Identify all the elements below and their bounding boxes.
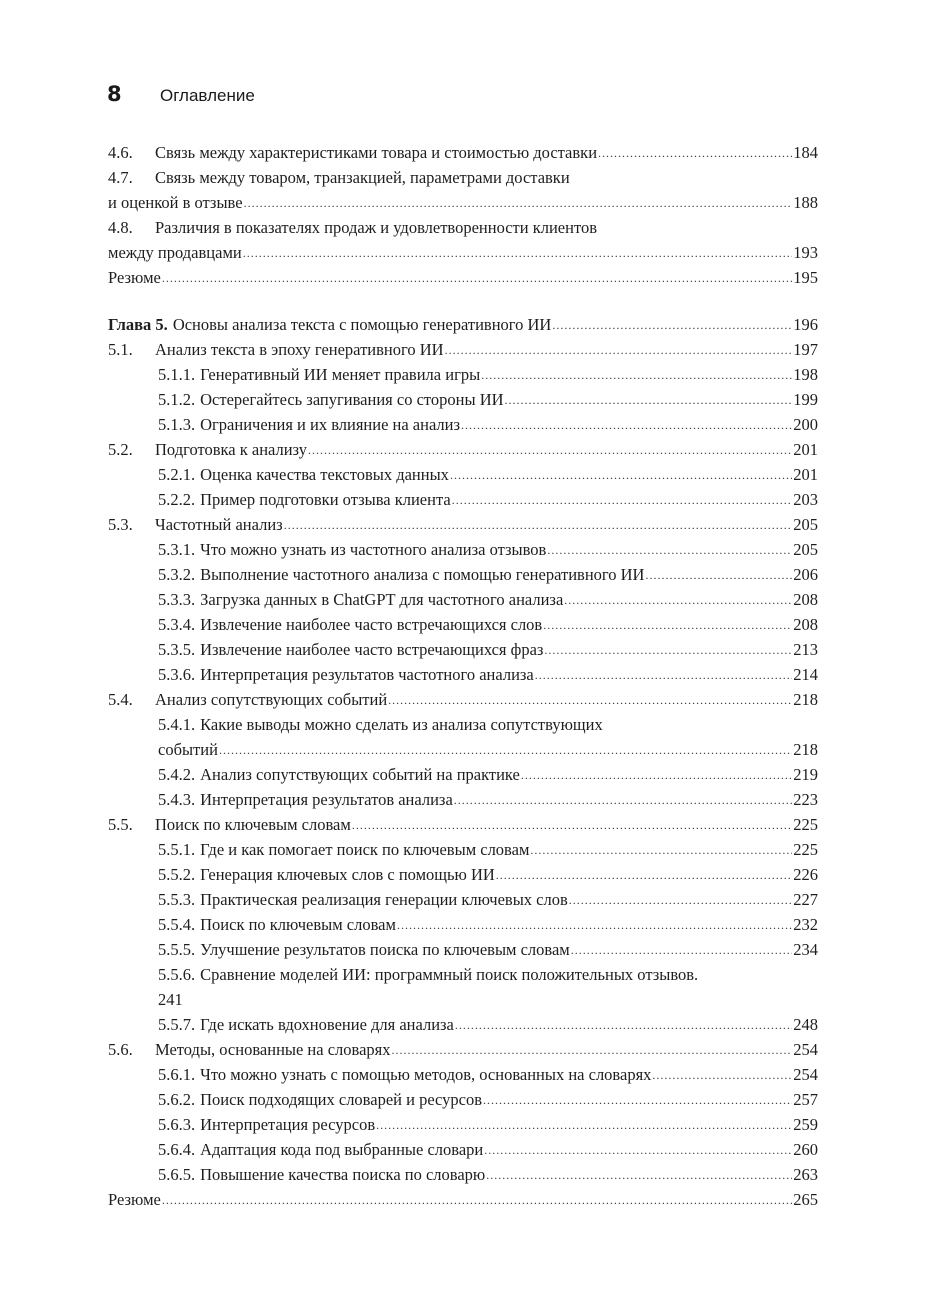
toc-entry-title: Поиск по ключевым словам (155, 815, 351, 834)
toc-entry-5-6-5[interactable] (108, 1162, 818, 1187)
toc-entry-title: Что можно узнать из частотного анализа отзывов (200, 540, 547, 559)
toc-entry-page: 213 (793, 640, 818, 659)
toc-entry-page: 200 (793, 415, 818, 434)
page-number: 8 (107, 82, 122, 106)
dot-leader (569, 888, 792, 913)
toc-entry-number: 5.4.1. (158, 715, 196, 734)
toc-entry-number: 5.1.3. (158, 415, 196, 434)
toc-entry-number: 5.6.5. (158, 1165, 196, 1184)
toc-entry-5-2-2[interactable] (108, 487, 818, 512)
toc-entry-page: 218 (793, 690, 818, 709)
dot-leader (645, 563, 792, 588)
toc-entry-number: 5.3.2. (158, 565, 196, 584)
toc-entry-number: 5.1. (108, 340, 133, 359)
toc-entry-title: и оценкой в отзыве (108, 193, 243, 212)
toc-entry-title: Генерация ключевых слов с помощью ИИ (200, 865, 495, 884)
dot-leader (243, 241, 793, 266)
toc-entry-number: 5.1.1. (158, 365, 196, 384)
toc-entry-page: 259 (793, 1115, 818, 1134)
toc-entry-4-6[interactable] (108, 140, 818, 165)
toc-entry-number: 5.2.1. (158, 465, 196, 484)
toc-entry-5-3-1[interactable] (108, 537, 818, 562)
toc-entry-page: 203 (793, 490, 818, 509)
toc-entry-5-6[interactable] (108, 1037, 818, 1062)
toc-entry-page: 201 (793, 440, 818, 459)
toc-entry-page: 198 (793, 365, 818, 384)
toc-entry-number: 5.5.4. (158, 915, 196, 934)
toc-entry-number: 5.6.3. (158, 1115, 196, 1134)
dot-leader (547, 538, 792, 563)
toc-entry-title: Поиск подходящих словарей и ресурсов (200, 1090, 483, 1109)
toc-entry-page: 199 (793, 390, 818, 409)
toc-entry-page: 254 (793, 1065, 818, 1084)
toc-entry-page: 205 (793, 515, 818, 534)
toc-entry-5-5-6[interactable] (108, 962, 818, 987)
dot-leader (483, 1088, 792, 1113)
running-head-title: Оглавление (160, 86, 255, 105)
toc-entry-5-5-1[interactable] (108, 837, 818, 862)
toc-entry-page: 223 (793, 790, 818, 809)
toc-entry-page: 201 (793, 465, 818, 484)
toc-entry-page: 214 (793, 665, 818, 684)
dot-leader (308, 438, 792, 463)
dot-leader (505, 388, 793, 413)
toc-entry-number: 5.6.2. (158, 1090, 196, 1109)
toc-entry-number: 5.4. (108, 690, 133, 709)
toc-entry-title: Интерпретация результатов частотного анализа (200, 665, 534, 684)
toc-entry-number: 5.4.2. (158, 765, 196, 784)
toc-entry-title: Сравнение моделей ИИ: программный поиск положительных отзывов. (200, 965, 699, 984)
dot-leader (352, 813, 792, 838)
dot-leader (162, 266, 792, 291)
chapter-label: Глава 5. (108, 315, 168, 334)
toc-entry-number: 5.2.2. (158, 490, 196, 509)
toc-entry-number: 5.6.4. (158, 1140, 196, 1159)
toc-entry-title: Связь между характеристиками товара и стоимостью доставки (155, 143, 598, 162)
toc-entry-page: 254 (793, 1040, 818, 1059)
toc-entry-5-3-3[interactable] (108, 587, 818, 612)
toc-entry-title: Интерпретация результатов анализа (200, 790, 453, 809)
toc-entry-title: Резюме (108, 268, 161, 287)
toc-entry-5-3-6[interactable] (108, 662, 818, 687)
toc-entry-title: Поиск по ключевым словам (200, 915, 396, 934)
toc-entry-4-8-continued[interactable] (108, 240, 818, 265)
toc-entry-title: Пример подготовки отзыва клиента (200, 490, 451, 509)
dot-leader (284, 513, 793, 538)
toc-entry-title: Интерпретация ресурсов (200, 1115, 376, 1134)
toc-entry-5-4-1[interactable] (108, 712, 818, 737)
toc-entry-title: событий (158, 740, 218, 759)
toc-entry-number: 5.1.2. (158, 390, 196, 409)
toc-entry-number: 5.3.6. (158, 665, 196, 684)
dot-leader (521, 763, 792, 788)
dot-leader (530, 838, 792, 863)
toc-entry-title: Анализ сопутствующих событий (155, 690, 388, 709)
toc-entry-number: 5.3.4. (158, 615, 196, 634)
toc-entry-5-4-2[interactable] (108, 762, 818, 787)
toc-entry-number: 5.6. (108, 1040, 133, 1059)
toc-entry-5-3-2[interactable] (108, 562, 818, 587)
toc-entry-title: Частотный анализ (155, 515, 283, 534)
toc-entry-5-5-4[interactable] (108, 912, 818, 937)
toc-entry-number: 5.5.6. (158, 965, 196, 984)
toc-entry-5-6-4[interactable] (108, 1137, 818, 1162)
dot-leader (564, 588, 792, 613)
dot-leader (535, 663, 792, 688)
dot-leader (455, 1013, 792, 1038)
toc-entry-title: между продавцами (108, 243, 242, 262)
dot-leader (397, 913, 792, 938)
toc-entry-page: 208 (793, 590, 818, 609)
toc-entry-page: 225 (793, 840, 818, 859)
toc-entry-number: 5.3. (108, 515, 133, 534)
toc-entry-page: 263 (793, 1165, 818, 1184)
toc-entry-page: 248 (793, 1015, 818, 1034)
toc-entry-5-4-1-continued[interactable] (108, 737, 818, 762)
toc-entry-title: Ограничения и их влияние на анализ (200, 415, 461, 434)
toc-entry-number: 5.5.2. (158, 865, 196, 884)
toc-entry-page: 208 (793, 615, 818, 634)
toc-entry-5-5-5[interactable] (108, 937, 818, 962)
toc-entry-page: 219 (793, 765, 818, 784)
toc-entry-title: Какие выводы можно сделать из анализа сопутствующих (200, 715, 603, 734)
dot-leader (552, 313, 792, 338)
toc-entry-title: Различия в показателях продаж и удовлетворенности клиентов (155, 218, 597, 237)
toc-entry-title: Анализ сопутствующих событий на практике (200, 765, 520, 784)
toc-entry-page: 234 (793, 940, 818, 959)
toc-entry-5-4-3[interactable] (108, 787, 818, 812)
toc-entry-number: 5.5.3. (158, 890, 196, 909)
toc-entry-number: 5.3.3. (158, 590, 196, 609)
toc-entry-page: 227 (793, 890, 818, 909)
toc-entry-chapter-5[interactable] (108, 312, 818, 337)
toc-entry-title: Анализ текста в эпоху генеративного ИИ (155, 340, 444, 359)
toc-entry-number: 5.5.5. (158, 940, 196, 959)
toc-entry-page: 232 (793, 915, 818, 934)
toc-entry-5-3[interactable] (108, 512, 818, 537)
toc-entry-5-1[interactable] (108, 337, 818, 362)
dot-leader (244, 191, 793, 216)
dot-leader (454, 788, 792, 813)
toc-entry-5-6-1[interactable] (108, 1062, 818, 1087)
toc-entry-5-3-5[interactable] (108, 637, 818, 662)
toc-entry-number: 5.4.3. (158, 790, 196, 809)
toc-entry-page: 193 (793, 243, 818, 262)
dot-leader (486, 1163, 792, 1188)
toc-entry-title: Адаптация кода под выбранные словари (200, 1140, 484, 1159)
toc-entry-page: 196 (793, 315, 818, 334)
toc-entry-title: Резюме (108, 1190, 161, 1209)
toc-entry-title: Остерегайтесь запугивания со стороны ИИ (200, 390, 504, 409)
toc-entry-number: 5.5. (108, 815, 133, 834)
toc-entry-title: Загрузка данных в ChatGPT для частотного анализа (200, 590, 564, 609)
toc-entry-number: 5.6.1. (158, 1065, 196, 1084)
toc-entry-title: Извлечение наиболее часто встречающихся слов (200, 615, 543, 634)
toc-entry-5-1-2[interactable] (108, 387, 818, 412)
table-of-contents (108, 140, 818, 1212)
toc-entry-title: Выполнение частотного анализа с помощью генеративного ИИ (200, 565, 645, 584)
dot-leader (450, 463, 792, 488)
toc-entry-page: 184 (793, 143, 818, 162)
toc-entry-page: 257 (793, 1090, 818, 1109)
dot-leader (219, 738, 792, 763)
toc-entry-number: 5.3.5. (158, 640, 196, 659)
toc-entry-title: Извлечение наиболее часто встречающихся фраз (200, 640, 544, 659)
toc-entry-page: 205 (793, 540, 818, 559)
dot-leader (461, 413, 792, 438)
toc-entry-5-5-7[interactable] (108, 1012, 818, 1037)
toc-entry-title: Генеративный ИИ меняет правила игры (200, 365, 481, 384)
dot-leader (544, 638, 792, 663)
dot-leader (652, 1063, 792, 1088)
toc-entry-5-5-3[interactable] (108, 887, 818, 912)
toc-entry-title: Где и как помогает поиск по ключевым словам (200, 840, 530, 859)
toc-entry-5-6-2[interactable] (108, 1087, 818, 1112)
toc-entry-title: Подготовка к анализу (155, 440, 307, 459)
dot-leader (496, 863, 792, 888)
toc-entry-5-6-3[interactable] (108, 1112, 818, 1137)
toc-entry-title: Связь между товаром, транзакцией, параметрами доставки (155, 168, 570, 187)
dot-leader (376, 1113, 792, 1138)
toc-entry-title: Основы анализа текста с помощью генеративного ИИ (172, 315, 552, 334)
toc-entry-number: 4.7. (108, 168, 133, 187)
toc-entry-title: Что можно узнать с помощью методов, основанных на словарях (200, 1065, 652, 1084)
toc-entry-number: 5.5.7. (158, 1015, 196, 1034)
toc-entry-5-1-3[interactable] (108, 412, 818, 437)
toc-entry-number: 5.2. (108, 440, 133, 459)
dot-leader (392, 1038, 793, 1063)
toc-entry-5-2[interactable] (108, 437, 818, 462)
dot-leader (388, 688, 792, 713)
dot-leader (598, 141, 792, 166)
toc-entry-page: 218 (793, 740, 818, 759)
toc-entry-page: 206 (793, 565, 818, 584)
dot-leader (452, 488, 793, 513)
dot-leader (162, 1188, 792, 1213)
toc-entry-summary-4[interactable] (108, 265, 818, 290)
toc-entry-5-3-4[interactable] (108, 612, 818, 637)
toc-entry-5-1-1[interactable] (108, 362, 818, 387)
toc-entry-5-4[interactable] (108, 687, 818, 712)
dot-leader (543, 613, 792, 638)
toc-entry-page: 197 (793, 340, 818, 359)
dot-leader (481, 363, 792, 388)
toc-entry-number: 4.8. (108, 218, 133, 237)
toc-entry-page: 188 (793, 193, 818, 212)
dot-leader (445, 338, 793, 363)
toc-entry-title: Улучшение результатов поиска по ключевым словам (200, 940, 570, 959)
dot-leader (484, 1138, 792, 1163)
toc-entry-title: Практическая реализация генерации ключевых слов (200, 890, 568, 909)
toc-entry-page: 260 (793, 1140, 818, 1159)
toc-entry-5-5-6-page[interactable] (108, 987, 818, 1012)
toc-entry-4-7-continued[interactable] (108, 190, 818, 215)
toc-entry-4-7[interactable] (108, 165, 818, 190)
toc-entry-number: 5.5.1. (158, 840, 196, 859)
toc-entry-4-8[interactable] (108, 215, 818, 240)
toc-entry-number: 4.6. (108, 143, 133, 162)
toc-entry-title: Методы, основанные на словарях (155, 1040, 391, 1059)
toc-entry-number: 5.3.1. (158, 540, 196, 559)
toc-entry-page: 195 (793, 268, 818, 287)
toc-entry-page: 225 (793, 815, 818, 834)
toc-entry-page: 265 (793, 1190, 818, 1209)
toc-entry-title: Оценка качества текстовых данных (200, 465, 449, 484)
toc-entry-5-2-1[interactable] (108, 462, 818, 487)
toc-entry-page: 241 (158, 990, 183, 1009)
toc-entry-title: Повышение качества поиска по словарю (200, 1165, 486, 1184)
toc-entry-5-5[interactable] (108, 812, 818, 837)
toc-entry-summary-5[interactable] (108, 1187, 818, 1212)
toc-entry-title: Где искать вдохновение для анализа (200, 1015, 454, 1034)
dot-leader (571, 938, 793, 963)
toc-entry-5-5-2[interactable] (108, 862, 818, 887)
toc-entry-page: 226 (793, 865, 818, 884)
